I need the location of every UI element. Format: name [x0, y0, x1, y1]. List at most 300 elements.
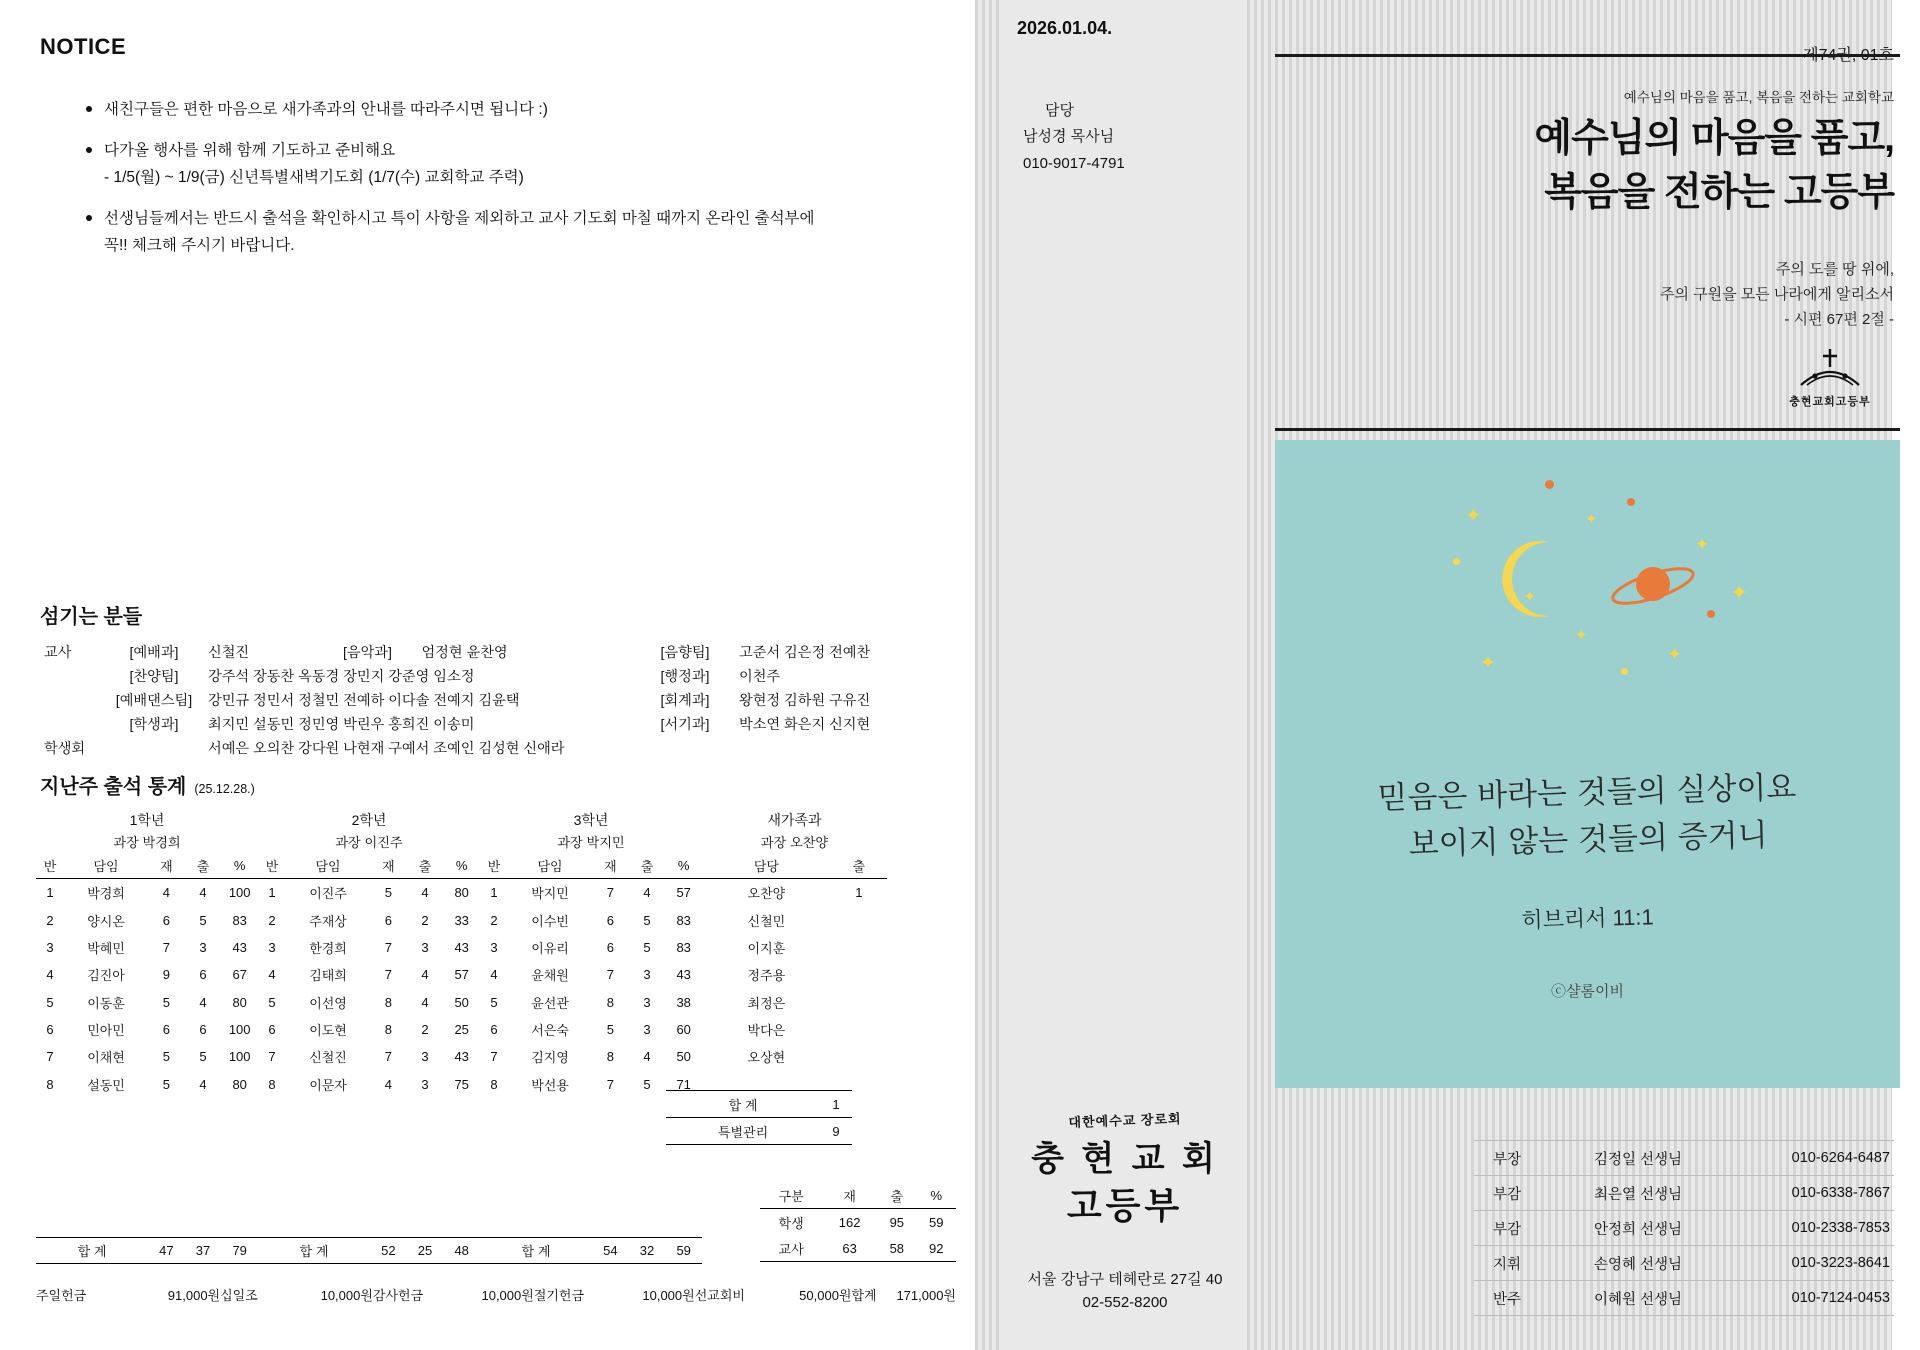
- cell: 3: [268, 939, 276, 955]
- verse-block: [1334, 258, 1894, 332]
- staff-name: 안정희 선생님: [1540, 1211, 1736, 1246]
- grade-head: 과장 이진주: [335, 835, 403, 850]
- staff-phone: 010-6264-6487: [1736, 1141, 1894, 1176]
- cell: 9: [832, 1123, 840, 1139]
- cell: 5: [268, 994, 276, 1010]
- cell: 4: [643, 1049, 651, 1065]
- star-icon: ✦: [1575, 627, 1588, 644]
- serving-names: 왕현정 김하원 구유진: [738, 693, 871, 709]
- cell: 95: [889, 1214, 905, 1230]
- cell: [831, 934, 887, 961]
- cell: 3: [643, 1022, 651, 1038]
- table-row: [480, 934, 702, 961]
- table-row: [36, 1016, 258, 1043]
- col-enrolled: 재: [370, 854, 407, 879]
- cell-label: 합 계: [299, 1244, 329, 1259]
- grade-total-2: [258, 1237, 480, 1264]
- cell: 43: [454, 1049, 469, 1065]
- serving-names: 엄정현 윤찬영: [421, 645, 508, 661]
- cell: 박다은: [747, 1023, 786, 1039]
- cell: 8: [46, 1076, 54, 1092]
- table-row: [36, 906, 258, 933]
- cell: 43: [232, 939, 247, 955]
- cell: 2: [490, 912, 498, 928]
- cell: 8: [268, 1076, 276, 1092]
- offering-value: 50,000원: [799, 1288, 852, 1303]
- notice-item: [86, 207, 976, 258]
- cell: 7: [384, 1049, 392, 1065]
- serving-row: [40, 688, 945, 712]
- cell: 25: [417, 1243, 433, 1258]
- cell: 4: [421, 994, 429, 1010]
- cell: 7: [162, 939, 170, 955]
- cell: 7: [490, 1049, 498, 1065]
- table-row: [480, 906, 702, 933]
- table-row: [1474, 1176, 1894, 1211]
- church-emblem: [1770, 345, 1890, 409]
- cell: 4: [421, 885, 429, 901]
- cell: 김태희: [309, 968, 347, 984]
- cell: 2: [421, 912, 429, 928]
- star-icon: ✦: [1480, 653, 1496, 674]
- cell: 한경희: [309, 940, 347, 956]
- cell: 5: [490, 994, 498, 1010]
- serving-title: 섬기는 분들: [40, 606, 143, 628]
- cell: 4: [199, 994, 207, 1010]
- staff-role: 반주: [1474, 1281, 1540, 1316]
- cell: 3: [643, 994, 651, 1010]
- col-percent: %: [221, 854, 258, 879]
- cell: 8: [606, 994, 614, 1010]
- cell: 48: [454, 1243, 469, 1258]
- col-percent: %: [917, 1182, 956, 1209]
- artwork-verse: [1274, 762, 1901, 871]
- cell: 80: [454, 885, 469, 901]
- attendance-title-text: 지난주 출석 통계: [40, 776, 187, 798]
- moon-icon: [1497, 536, 1573, 622]
- cell: 6: [606, 939, 614, 955]
- col-enrolled: 재: [592, 854, 629, 879]
- cell: [831, 1043, 887, 1070]
- star-icon: ✦: [1465, 505, 1482, 527]
- cell: 이동훈: [87, 995, 125, 1011]
- contact-block: [1023, 98, 1125, 177]
- cell: 7: [606, 885, 614, 901]
- artwork-panel: [1275, 440, 1900, 1088]
- cell: 7: [606, 1076, 614, 1092]
- table-row: [36, 1238, 258, 1264]
- notice-item-sub: - 1/5(월) ~ 1/9(금) 신년특별새벽기도회 (1/7(수) 교회학교 주력): [104, 168, 524, 186]
- serving-role: 학생회: [44, 741, 86, 757]
- table-row: [480, 1016, 702, 1043]
- table-header-row: [480, 854, 702, 879]
- cell: 32: [639, 1243, 655, 1258]
- serving-table: [40, 640, 945, 760]
- cell: 7: [606, 967, 614, 983]
- planet-icon: [1605, 550, 1701, 622]
- dot-decoration: [1621, 668, 1628, 675]
- table-header-row: [760, 1182, 956, 1209]
- table-row: [702, 1043, 887, 1070]
- serving-row: [40, 640, 945, 664]
- serving-names: 신철진: [208, 645, 250, 661]
- attendance-title: [40, 770, 255, 799]
- table-row: [702, 989, 887, 1016]
- cell: 설동민: [87, 1077, 125, 1093]
- cell: 5: [162, 1049, 170, 1065]
- staff-phone: 010-3223-8641: [1736, 1246, 1894, 1281]
- star-icon: ✦: [1695, 535, 1710, 554]
- notice-item-sub: 꼭!! 체크해 주시기 바랍니다.: [104, 236, 295, 254]
- table-row: [666, 1091, 852, 1118]
- contact-name: 남성경 목사님: [1023, 128, 1115, 146]
- cell: 3: [490, 939, 498, 955]
- table-row: [480, 961, 702, 988]
- dot-decoration: [1707, 610, 1715, 618]
- serving-names: 박소연 화은지 신지현: [738, 717, 871, 733]
- cell: 79: [232, 1243, 247, 1258]
- col-enrolled: 재: [822, 1182, 877, 1209]
- col-category: 구분: [760, 1182, 822, 1209]
- offering-label: 절기헌금: [533, 1288, 585, 1303]
- cell: 박혜민: [87, 940, 125, 956]
- staff-name: 손영혜 선생님: [1540, 1246, 1736, 1281]
- cell: 43: [676, 967, 691, 983]
- table-row: [702, 961, 887, 988]
- staff-role: 부장: [1474, 1141, 1540, 1176]
- staff-name: 최은열 선생님: [1540, 1176, 1736, 1211]
- artwork-verse-reference: 히브리서 11:1: [1521, 904, 1654, 933]
- cell: 7: [384, 939, 392, 955]
- table-row: [258, 879, 480, 907]
- cell: 80: [232, 994, 247, 1010]
- serving-dept: [서기과]: [660, 717, 710, 733]
- cell: 43: [454, 939, 469, 955]
- table-row: [702, 879, 887, 907]
- cell: 이문자: [309, 1077, 347, 1093]
- page-title-line1: 예수님의 마음을 품고,: [1534, 117, 1894, 160]
- church-address-block: [985, 1268, 1265, 1315]
- cell: 7: [268, 1049, 276, 1065]
- serving-dept: [찬양팀]: [129, 669, 179, 685]
- cell: 38: [676, 994, 691, 1010]
- serving-role: 교사: [44, 645, 72, 661]
- cell: 1: [46, 885, 54, 901]
- artwork-signature: ⓒ샬롬이비: [1551, 983, 1624, 1000]
- table-row: [258, 989, 480, 1016]
- table-row: [36, 879, 258, 907]
- grade-head: 과장 박지민: [557, 835, 625, 850]
- cell: 37: [195, 1243, 211, 1258]
- star-icon: ✦: [1523, 589, 1537, 606]
- col-present: 출: [407, 854, 444, 879]
- serving-row: [40, 736, 945, 760]
- cell: 6: [490, 1022, 498, 1038]
- serving-row: [40, 664, 945, 688]
- cell: 25: [454, 1022, 469, 1038]
- table-row: [702, 934, 887, 961]
- cell: 57: [676, 885, 691, 901]
- serving-role: [40, 712, 104, 736]
- col-present: 출: [877, 1182, 916, 1209]
- table-row: [702, 906, 887, 933]
- cell: 3: [643, 967, 651, 983]
- grade-block-3: [480, 810, 702, 1098]
- cell: 이수빈: [531, 913, 569, 929]
- table-row: [480, 1043, 702, 1070]
- cell: 김진아: [87, 968, 125, 984]
- grade-name: 3학년: [573, 812, 609, 828]
- serving-dept: [행정과]: [660, 669, 710, 685]
- cell: 4: [268, 967, 276, 983]
- serving-names: 서예은 오의찬 강다원 나현재 구예서 조예인 김성현 신애라: [208, 741, 565, 757]
- cell: 5: [606, 1022, 614, 1038]
- table-row: [36, 989, 258, 1016]
- col-class: 반: [36, 854, 64, 879]
- serving-role: [40, 664, 104, 688]
- cell: 50: [676, 1049, 691, 1065]
- cell: 6: [606, 912, 614, 928]
- table-row: [36, 1071, 258, 1098]
- staff-phone: 010-2338-7853: [1736, 1211, 1894, 1246]
- attendance-date: (25.12.28.): [194, 782, 255, 796]
- col-present: 출: [831, 854, 887, 879]
- grade-head: 과장 오찬양: [760, 835, 829, 850]
- cell: 100: [228, 1049, 251, 1065]
- artwork-verse-line2: 보이지 않는 것들의 증거니: [1408, 816, 1768, 863]
- cell: 67: [232, 967, 247, 983]
- star-icon: ✦: [1667, 644, 1683, 664]
- table-row: [258, 1071, 480, 1098]
- offering-value: 91,000원: [167, 1288, 221, 1303]
- cell: 6: [199, 1022, 207, 1038]
- cell: 50: [454, 994, 469, 1010]
- col-enrolled: 재: [148, 854, 185, 879]
- col-teacher: 담임: [286, 854, 370, 879]
- serving-names: 강민규 정민서 정철민 전예하 이다솔 전예지 김윤택: [208, 693, 520, 709]
- cell: 김지영: [531, 1050, 569, 1066]
- contact-label: 담당: [1045, 102, 1074, 119]
- cell: 60: [676, 1022, 691, 1038]
- grade-block-1: [36, 810, 258, 1098]
- cell: 92: [917, 1235, 956, 1262]
- notice-list: [46, 98, 976, 275]
- cell: 8: [384, 1022, 392, 1038]
- cell: 52: [381, 1243, 396, 1258]
- cell: 5: [199, 912, 207, 928]
- table-row: [36, 1043, 258, 1070]
- cell: 57: [454, 967, 469, 983]
- notice-item: [86, 139, 976, 190]
- cell: 5: [46, 994, 54, 1010]
- cell: 3: [421, 939, 429, 955]
- cell: 이진주: [309, 886, 347, 902]
- cell: 3: [46, 939, 54, 955]
- cell: 1: [490, 885, 498, 901]
- table-row: [36, 1283, 956, 1306]
- serving-names: 이천주: [738, 669, 781, 685]
- cell: 83: [676, 939, 691, 955]
- cell: 8: [384, 994, 392, 1010]
- col-present: 출: [185, 854, 222, 879]
- cell: 학생: [778, 1215, 804, 1231]
- cell: 6: [268, 1022, 276, 1038]
- cell: 54: [603, 1243, 618, 1258]
- cell: 3: [199, 939, 207, 955]
- cell: 5: [384, 885, 392, 901]
- offering-value: 10,000원: [642, 1288, 695, 1303]
- table-row: [258, 1238, 480, 1264]
- offering-label: 십일조: [220, 1288, 258, 1303]
- staff-name: 이혜원 선생님: [1540, 1281, 1736, 1316]
- cell: 80: [232, 1076, 247, 1092]
- cell: 4: [421, 967, 429, 983]
- cell: 4: [162, 885, 170, 901]
- serving-dept: [예배과]: [129, 645, 179, 661]
- denomination-label: 대한예수교 장로회: [1068, 1111, 1182, 1130]
- cell: 47: [159, 1243, 174, 1258]
- offering-label: 주일헌금: [36, 1288, 87, 1303]
- staff-role: 부감: [1474, 1176, 1540, 1211]
- subtitle: 예수님의 마음을 품고, 복음을 전하는 교회학교: [1623, 90, 1894, 105]
- cell: 오찬양: [747, 886, 786, 902]
- verse-reference: - 시편 67편 2절 -: [1784, 310, 1894, 328]
- artwork-verse-line1: 믿음은 바라는 것들의 실상이요: [1377, 769, 1797, 817]
- attendance-summary-box: [760, 1182, 956, 1262]
- cell: 3: [421, 1049, 429, 1065]
- offering-label: 합계: [851, 1288, 877, 1303]
- cell: 신철민: [747, 913, 786, 929]
- star-icon: ✦: [1585, 511, 1598, 528]
- cell: 7: [384, 967, 392, 983]
- cell: 이도현: [309, 1023, 347, 1039]
- cell: [831, 989, 887, 1016]
- dot-decoration: [1453, 558, 1460, 565]
- col-percent: %: [665, 854, 702, 879]
- cell: 박지민: [531, 886, 569, 902]
- cell: 이채현: [87, 1050, 125, 1066]
- cell: 5: [643, 939, 651, 955]
- cell: 9: [162, 967, 170, 983]
- department-name: 고등부: [1066, 1185, 1184, 1226]
- new-family-summary: [666, 1090, 852, 1145]
- cell: 윤채원: [531, 968, 569, 984]
- cell: 양시온: [87, 913, 125, 929]
- col-class: 반: [480, 854, 508, 879]
- table-row: [36, 961, 258, 988]
- cell: 100: [228, 1022, 251, 1038]
- cell: 특별관리: [717, 1124, 769, 1140]
- cell: 3: [421, 1076, 429, 1092]
- cell: 5: [199, 1049, 207, 1065]
- cell: [831, 1016, 887, 1043]
- verse-line2: 주의 구원을 모든 나라에게 알리소서: [1659, 285, 1894, 303]
- cell: 5: [643, 1076, 651, 1092]
- notice-item-text: 선생님들께서는 반드시 출석을 확인하시고 특이 사항을 제외하고 교사 기도회 마칠 때까지 온라인 출석부에: [104, 209, 815, 227]
- staff-role: 부감: [1474, 1211, 1540, 1246]
- cell: 71: [676, 1076, 691, 1092]
- table-row: [1474, 1141, 1894, 1176]
- emblem-label: 충현교회고등부: [1789, 396, 1871, 408]
- cell: 59: [676, 1243, 691, 1258]
- table-header-row: [702, 854, 887, 879]
- cell: 4: [199, 885, 207, 901]
- grade-total-1: [36, 1237, 258, 1264]
- cell: 8: [606, 1049, 614, 1065]
- grade-total-3: [480, 1237, 702, 1264]
- cell: 1: [268, 885, 276, 901]
- grade-head: 과장 박경희: [113, 835, 181, 850]
- col-present: 출: [629, 854, 666, 879]
- cell: 최정은: [747, 995, 786, 1011]
- table-row: [258, 1016, 480, 1043]
- dot-decoration: [1545, 480, 1554, 489]
- table-row: [1474, 1246, 1894, 1281]
- table-row: [258, 1043, 480, 1070]
- cell: 합 계: [728, 1097, 758, 1113]
- serving-dept: [학생과]: [129, 717, 179, 733]
- staff-phone: 010-6338-7867: [1736, 1176, 1894, 1211]
- col-teacher: 담임: [64, 854, 148, 879]
- offering-label: 감사헌금: [372, 1288, 424, 1303]
- dot-decoration: [1627, 498, 1635, 506]
- new-family-table: [702, 854, 887, 1071]
- serving-names: 고준서 김은정 전예찬: [738, 645, 871, 661]
- serving-dept: [예배댄스팀]: [115, 693, 193, 709]
- stripe-pattern-left: [975, 0, 1003, 1350]
- cell: 162: [838, 1214, 861, 1230]
- cell: 5: [643, 912, 651, 928]
- table-row: [258, 934, 480, 961]
- notice-title: NOTICE: [40, 34, 127, 59]
- star-icon: ✦: [1730, 580, 1749, 605]
- cell: 58: [877, 1235, 916, 1262]
- cell: 63: [822, 1235, 877, 1262]
- table-row: [1474, 1211, 1894, 1246]
- notice-item: [86, 98, 976, 122]
- page-title: [1294, 112, 1894, 220]
- cell: 4: [46, 967, 54, 983]
- col-incharge: 담당: [702, 854, 831, 879]
- grade-block-2: [258, 810, 480, 1098]
- grade-table: [258, 854, 480, 1098]
- staff-contact-table: [1474, 1140, 1894, 1316]
- col-percent: %: [443, 854, 480, 879]
- offering-summary: [36, 1283, 956, 1306]
- cell: 1: [832, 1096, 840, 1112]
- serving-row: [40, 712, 945, 736]
- cell: 이지훈: [747, 940, 786, 956]
- contact-phone: 010-9017-4791: [1023, 154, 1125, 172]
- cell: 2: [421, 1022, 429, 1038]
- cell: 6: [162, 912, 170, 928]
- cell: 83: [676, 912, 691, 928]
- table-row: [480, 989, 702, 1016]
- table-row: [258, 906, 480, 933]
- col-teacher: 담임: [508, 854, 592, 879]
- cell: 33: [454, 912, 469, 928]
- staff-name: 김정일 선생님: [1540, 1141, 1736, 1176]
- cell: 59: [929, 1214, 944, 1230]
- cell-label: 합 계: [521, 1244, 551, 1259]
- table-row: [760, 1209, 956, 1236]
- grade-name: 새가족과: [767, 812, 822, 828]
- cell: 2: [46, 912, 54, 928]
- staff-phone: 010-7124-0453: [1736, 1281, 1894, 1316]
- divider-bottom: [1275, 428, 1900, 431]
- issue-date: 2026.01.04.: [1017, 18, 1113, 38]
- church-name: 충 현 교 회: [1031, 1140, 1219, 1178]
